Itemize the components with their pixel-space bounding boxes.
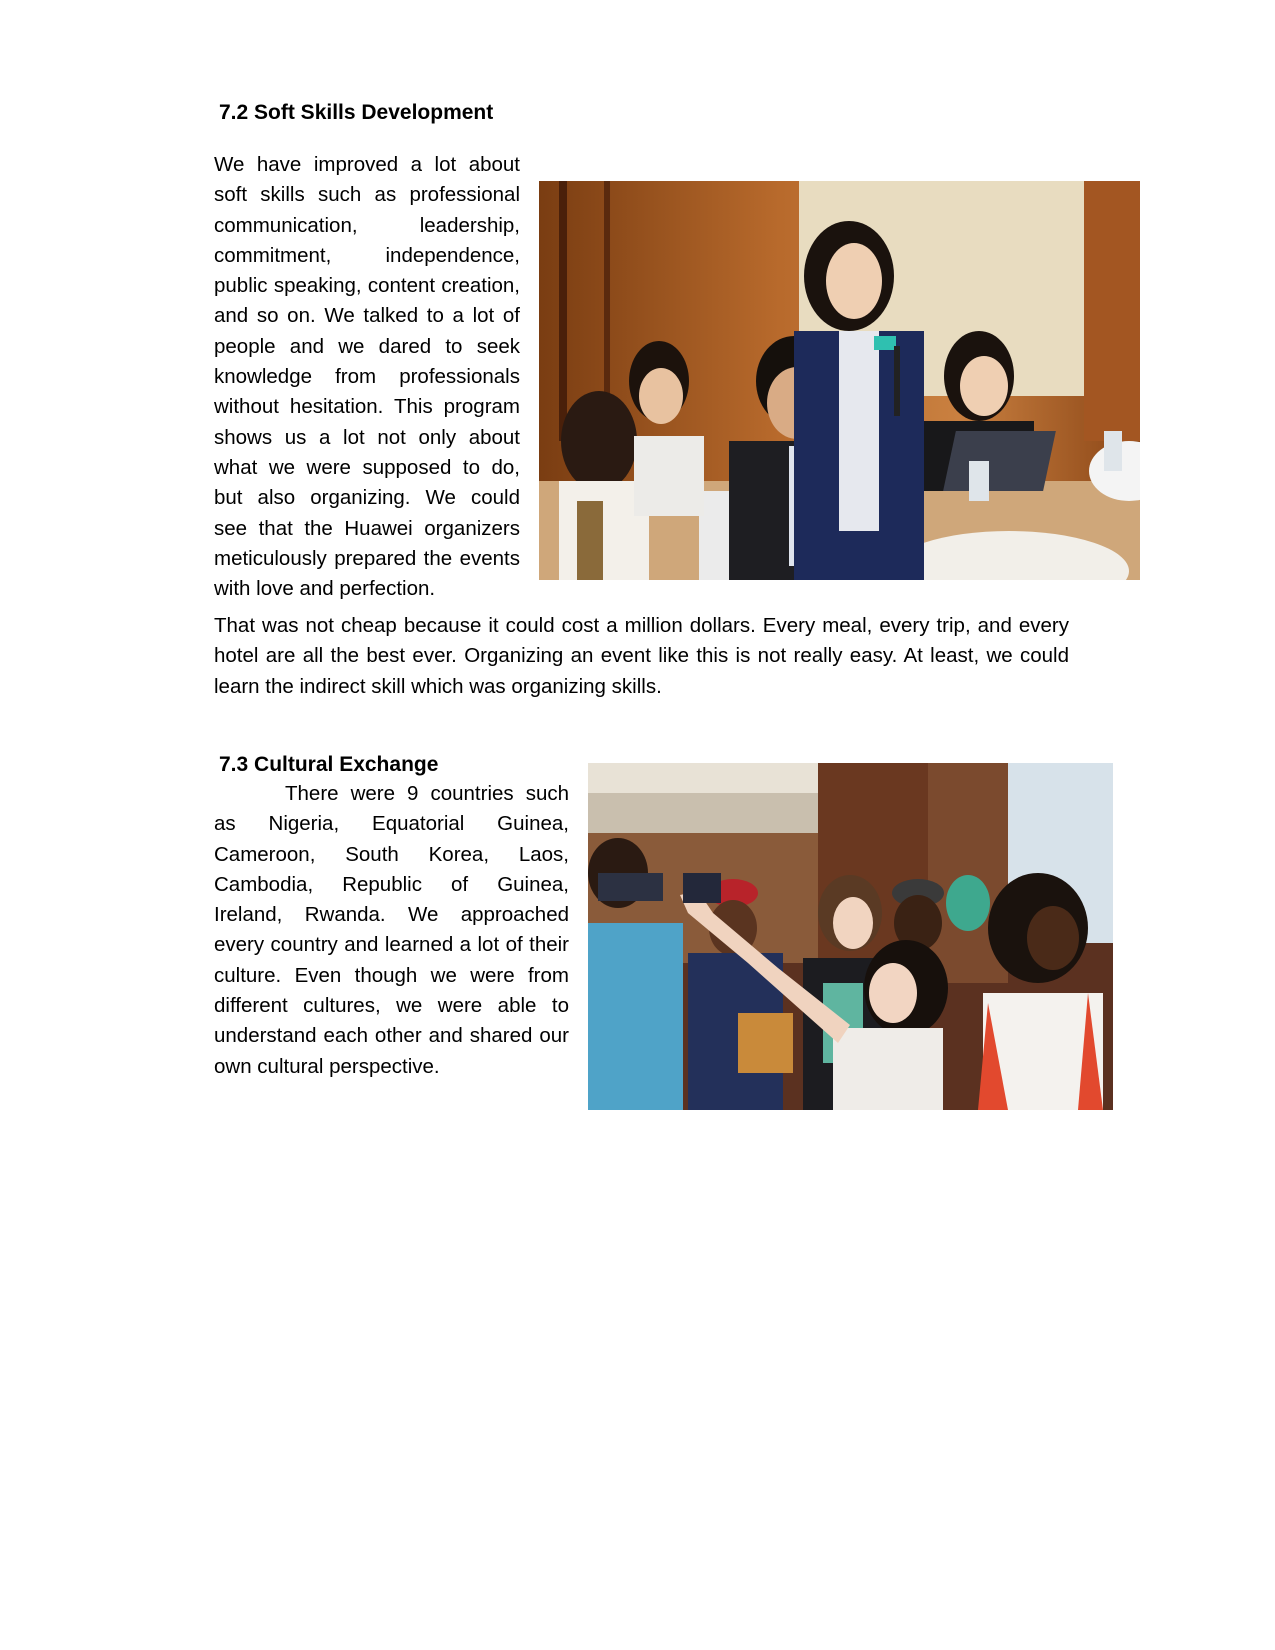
soft-skills-paragraph-wrapped: We have improved a lot about soft skills such as professional communication, leadership, commitment, independence, public speaking, content creation, and so on. We talked to a lot of people and we dared to seek knowledge from professionals without hesitation. This program shows us a lot not only about what we were supposed to do, but also organizing. We could see that the Huawei organizers meticulously prepared the events with love and perfection. xyxy=(214,153,520,601)
conference-speaker-photo xyxy=(539,181,1140,580)
cultural-selfie-photo xyxy=(588,763,1113,1110)
cultural-exchange-paragraph: There were 9 countries such as Nigeria, Equatorial Guinea, Cameroon, South Korea, Laos, Cambodia, Republic of Guinea, Ireland, Rwanda. We approached every country and learned a lot of their culture. Even though we were from different cultures, we were able to understand each other and shared our own cultural perspective. xyxy=(214,782,569,1078)
section-heading-soft-skills: 7.2 Soft Skills Development xyxy=(219,101,494,124)
section-heading-cultural-exchange: 7.3 Cultural Exchange xyxy=(219,753,439,776)
soft-skills-paragraph-continued: That was not cheap because it could cost a million dollars. Every meal, every trip, and every hotel are all the best ever. Organizing an event like this is not really easy. At least, we could learn the indirect skill which was organizing skills. xyxy=(214,614,1069,698)
